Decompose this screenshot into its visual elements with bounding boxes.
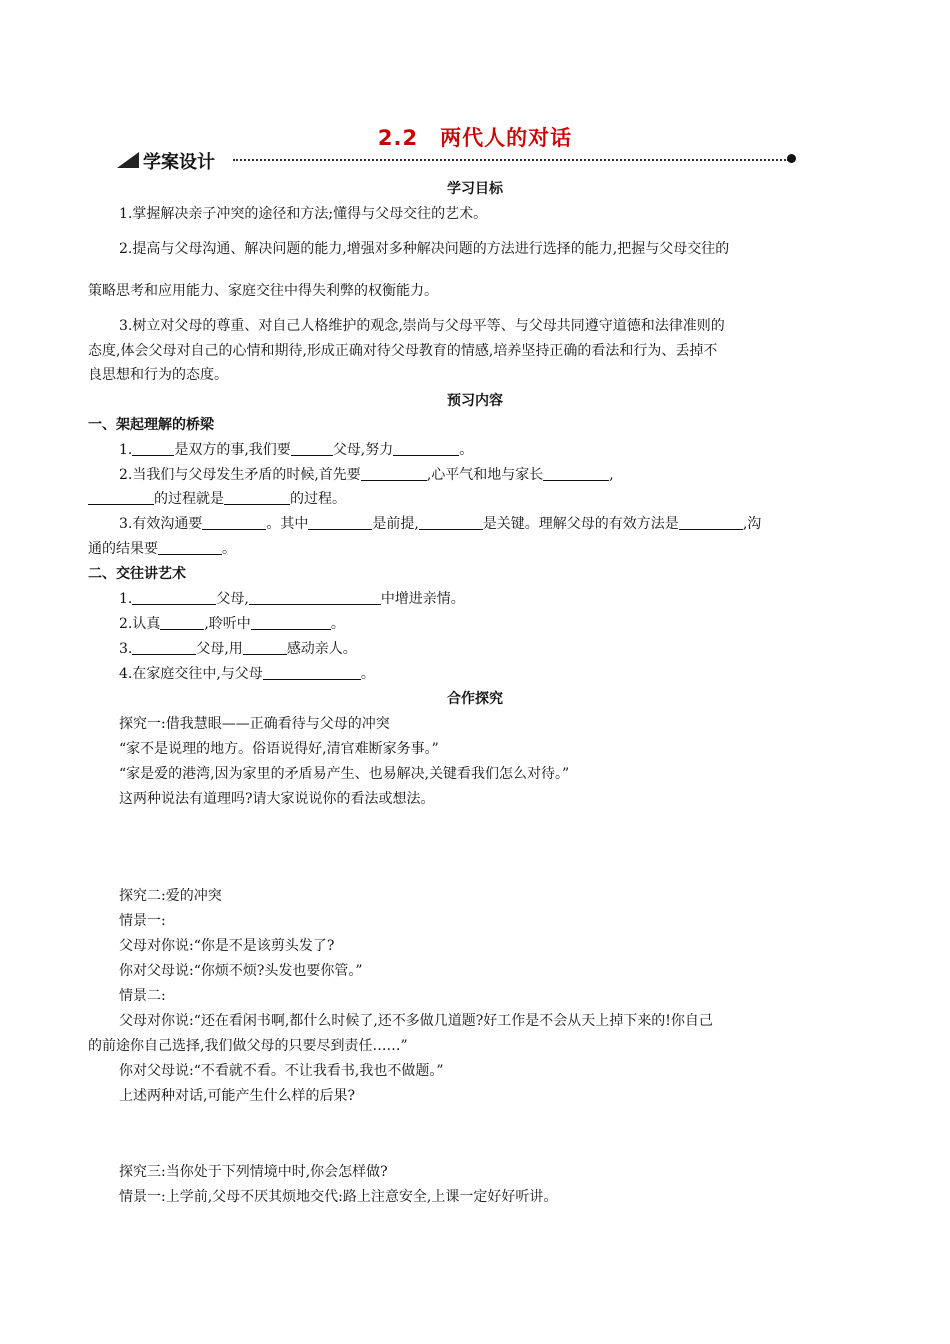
fill-blank[interactable] bbox=[202, 515, 266, 530]
preview-question-3-line-2 bbox=[88, 538, 236, 558]
art-item-4 bbox=[119, 663, 375, 683]
fill-blank[interactable] bbox=[361, 466, 427, 481]
a1-text-3: 中增进亲情。 bbox=[380, 591, 465, 607]
a1-text-2: 父母, bbox=[216, 591, 249, 607]
goals-heading: 学习目标 bbox=[447, 181, 503, 197]
fill-blank[interactable] bbox=[243, 640, 287, 655]
section-1-title: 一、架起理解的桥梁 bbox=[88, 417, 214, 433]
goal-1: 1.掌握解决亲子冲突的途径和方法;懂得与父母交往的艺术。 bbox=[119, 206, 488, 222]
scene-1-parent-line: 父母对你说:“你是不是该剪头发了? bbox=[119, 938, 335, 954]
fill-blank[interactable] bbox=[679, 515, 743, 530]
a2-text-1: 2.认真 bbox=[119, 616, 161, 632]
q1-text-1: 1. bbox=[119, 442, 133, 458]
goal-3-line-2: 态度,体会父母对自己的心情和期待,形成正确对待父母教育的情感,培养坚持正确的看法和行为、丢掉不 bbox=[88, 343, 718, 359]
a3-text-3: 感动亲人。 bbox=[286, 641, 357, 657]
explore-2-title: 探究二:爱的冲突 bbox=[119, 888, 222, 904]
fill-blank[interactable] bbox=[132, 590, 216, 605]
fill-blank[interactable] bbox=[543, 466, 609, 481]
a4-text-2: 。 bbox=[360, 666, 375, 682]
art-item-1 bbox=[119, 588, 465, 608]
goal-3-line-3: 良思想和行为的态度。 bbox=[88, 367, 228, 383]
art-item-2 bbox=[119, 613, 345, 633]
fill-blank[interactable] bbox=[249, 590, 381, 605]
scene-1-child-line: 你对父母说:“你烦不烦?头发也要你管。” bbox=[119, 963, 363, 979]
q2-text-2: ,心平气和地与家长 bbox=[426, 467, 544, 483]
q2-text-5: 的过程。 bbox=[290, 491, 346, 507]
q1-text-3: 父母,努力 bbox=[332, 442, 394, 458]
fill-blank[interactable] bbox=[291, 441, 333, 456]
preview-question-3-line-1 bbox=[119, 513, 761, 533]
explore-1-quote-2: “家是爱的港湾,因为家里的矛盾易产生、也易解决,关键看我们怎么对待。” bbox=[119, 766, 570, 782]
page-title: 2.2 两代人的对话 bbox=[377, 126, 573, 150]
fill-blank[interactable] bbox=[160, 615, 204, 630]
fill-blank[interactable] bbox=[419, 515, 483, 530]
a2-text-3: 。 bbox=[330, 616, 345, 632]
a3-text-1: 3. bbox=[119, 641, 133, 657]
art-item-3 bbox=[119, 638, 357, 658]
q3-text-2: 。其中 bbox=[266, 516, 309, 532]
preview-question-1 bbox=[119, 439, 473, 459]
goal-2-line-1: 2.提高与父母沟通、解决问题的能力,增强对多种解决问题的方法进行选择的能力,把握与父母交往的 bbox=[119, 241, 730, 257]
fill-blank[interactable] bbox=[88, 490, 154, 505]
q1-text-4: 。 bbox=[459, 442, 474, 458]
banner-end-dot-icon bbox=[787, 154, 796, 163]
banner-dotted-line bbox=[233, 159, 789, 161]
fill-blank[interactable] bbox=[251, 615, 331, 630]
q3-text-5: ,沟 bbox=[742, 516, 762, 532]
a4-text-1: 4.在家庭交往中,与父母 bbox=[119, 666, 263, 682]
scene-2-parent-line-1: 父母对你说:“还在看闲书啊,都什么时候了,还不多做几道题?好工作是不会从天上掉下来的!你自己 bbox=[119, 1013, 713, 1029]
a3-text-2: 父母,用 bbox=[196, 641, 243, 657]
fill-blank[interactable] bbox=[393, 441, 459, 456]
fill-blank[interactable] bbox=[224, 490, 290, 505]
banner-triangle-icon bbox=[117, 152, 139, 168]
fill-blank[interactable] bbox=[263, 665, 361, 680]
a1-text-1: 1. bbox=[119, 591, 133, 607]
scene-2-parent-line-2: 的前途你自己选择,我们做父母的只要尽到责任……” bbox=[88, 1038, 408, 1054]
q1-text-2: 是双方的事,我们要 bbox=[174, 442, 291, 458]
q3-text-1: 3.有效沟通要 bbox=[119, 516, 203, 532]
explore-3-scene-1: 情景一:上学前,父母不厌其烦地交代:路上注意安全,上课一定好好听讲。 bbox=[119, 1189, 558, 1205]
goal-3-line-1: 3.树立对父母的尊重、对自己人格维护的观念,崇尚与父母平等、与父母共同遵守道德和法律准则的 bbox=[119, 318, 725, 334]
scene-2-child-line: 你对父母说:“不看就不看。不让我看书,我也不做题。” bbox=[119, 1063, 444, 1079]
fill-blank[interactable] bbox=[308, 515, 372, 530]
goal-2-line-2: 策略思考和应用能力、家庭交往中得失利弊的权衡能力。 bbox=[88, 283, 438, 299]
q3-text-3: 是前提, bbox=[372, 516, 419, 532]
explore-1-title: 探究一:借我慧眼——正确看待与父母的冲突 bbox=[119, 716, 390, 732]
q3-text-7: 。 bbox=[222, 541, 236, 557]
explore-1-question: 这两种说法有道理吗?请大家说说你的看法或想法。 bbox=[119, 791, 435, 807]
section-banner bbox=[117, 148, 797, 172]
preview-heading: 预习内容 bbox=[447, 393, 503, 409]
q2-text-4: 的过程就是 bbox=[154, 491, 224, 507]
section-2-title: 二、交往讲艺术 bbox=[88, 566, 186, 582]
a2-text-2: ,聆听中 bbox=[204, 616, 251, 632]
fill-blank[interactable] bbox=[158, 540, 222, 555]
preview-question-2-line-2 bbox=[88, 488, 346, 508]
q2-text-1: 2.当我们与父母发生矛盾的时候,首先要 bbox=[119, 467, 361, 483]
q2-text-3: , bbox=[609, 467, 614, 483]
preview-question-2-line-1 bbox=[119, 464, 614, 484]
scene-2-label: 情景二: bbox=[119, 988, 166, 1004]
fill-blank[interactable] bbox=[132, 441, 174, 456]
banner-label: 学案设计 bbox=[143, 152, 215, 173]
scene-1-label: 情景一: bbox=[119, 913, 166, 929]
explore-3-title: 探究三:当你处于下列情境中时,你会怎样做? bbox=[119, 1164, 388, 1180]
explore-2-question: 上述两种对话,可能产生什么样的后果? bbox=[119, 1088, 355, 1104]
explore-1-quote-1: “家不是说理的地方。俗语说得好,清官难断家务事。” bbox=[119, 741, 439, 757]
fill-blank[interactable] bbox=[132, 640, 196, 655]
q3-text-4: 是关键。理解父母的有效方法是 bbox=[482, 516, 679, 532]
explore-heading: 合作探究 bbox=[447, 691, 503, 707]
q3-text-6: 通的结果要 bbox=[88, 541, 158, 557]
